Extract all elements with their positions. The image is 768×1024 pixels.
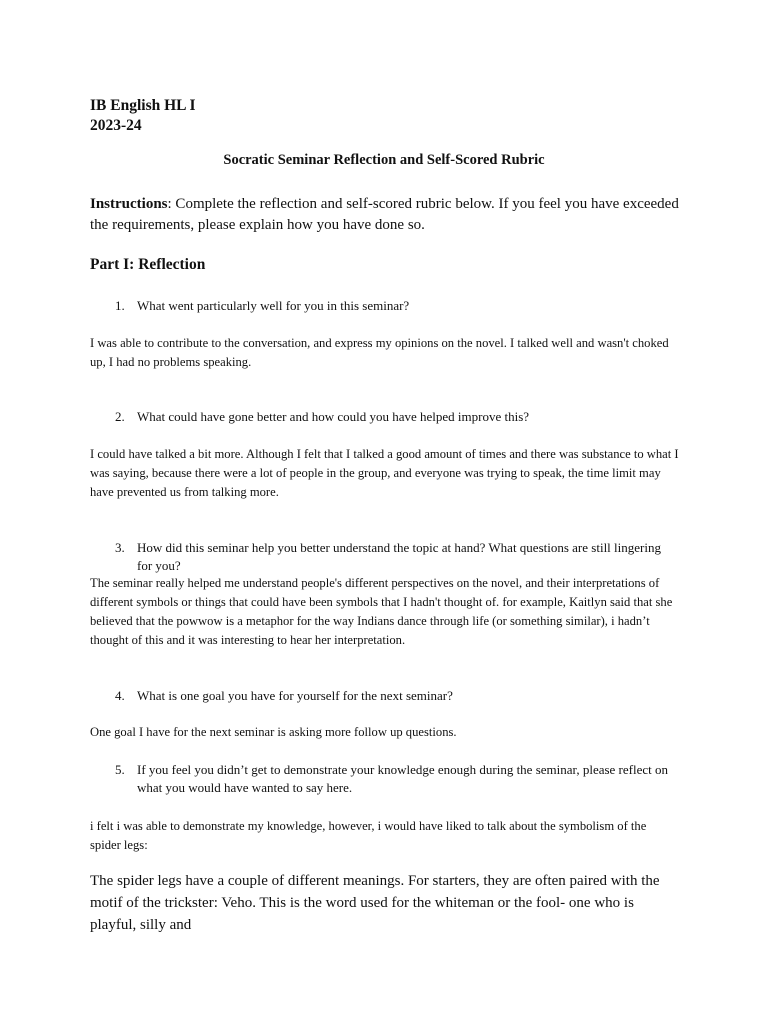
question-text: What went particularly well for you in this seminar?	[137, 298, 410, 313]
document-title: Socratic Seminar Reflection and Self-Scored Rubric	[223, 152, 545, 168]
question-text: What could have gone better and how could you have helped improve this?	[137, 409, 530, 424]
course-name: IB English HL I	[90, 97, 196, 114]
question-3	[115, 539, 675, 575]
question-number: 2.	[115, 409, 125, 424]
question-number: 1.	[115, 298, 125, 313]
instructions	[90, 194, 680, 236]
question-5	[115, 761, 675, 797]
question-number: 4.	[115, 688, 125, 703]
answer-5-extended: The spider legs have a couple of different meanings. For starters, they are often paired with the motif of the trickster: Veho. This is the word used for the whiteman or the fool- one who is playful, silly and	[90, 873, 660, 933]
question-1	[115, 297, 675, 315]
question-text: How did this seminar help you better understand the topic at hand? What questions are still lingering for you?	[137, 540, 661, 573]
answer-5: i felt i was able to demonstrate my knowledge, however, i would have liked to talk about the symbolism of the spider legs:	[90, 819, 647, 852]
instructions-text: : Complete the reflection and self-scored rubric below. If you feel you have exceeded the requirements, please explain how you have done so.	[90, 196, 679, 233]
part-heading: Part I: Reflection	[90, 256, 206, 273]
answer-2: I could have talked a bit more. Although I felt that I talked a good amount of times and there was substance to what I was saying, because there were a lot of people in the group, and everyone was trying to speak, the time limit may have prevented us from talking more.	[90, 447, 679, 499]
question-text: What is one goal you have for yourself for the next seminar?	[137, 688, 453, 703]
question-number: 3.	[115, 540, 125, 555]
answer-3: The seminar really helped me understand people's different perspectives on the novel, and their interpretations of different symbols or things that could have been symbols that I hadn't thought of. for example, Kaitlyn said that she believed that the powwow is a metaphor for the way Indians dance through life (or something similar), i hadn’t thought of this and it was interesting to hear her interpretation.	[90, 576, 673, 647]
question-4	[115, 687, 675, 705]
question-number: 5.	[115, 762, 125, 777]
school-year: 2023-24	[90, 117, 142, 134]
answer-4: One goal I have for the next seminar is asking more follow up questions.	[90, 725, 457, 739]
answer-1: I was able to contribute to the conversation, and express my opinions on the novel. I talked well and wasn't choked up, I had no problems speaking.	[90, 336, 669, 369]
question-2	[115, 408, 675, 426]
question-text: If you feel you didn’t get to demonstrate your knowledge enough during the seminar, please reflect on what you would have wanted to say here.	[137, 762, 669, 795]
instructions-label: Instructions	[90, 196, 168, 212]
